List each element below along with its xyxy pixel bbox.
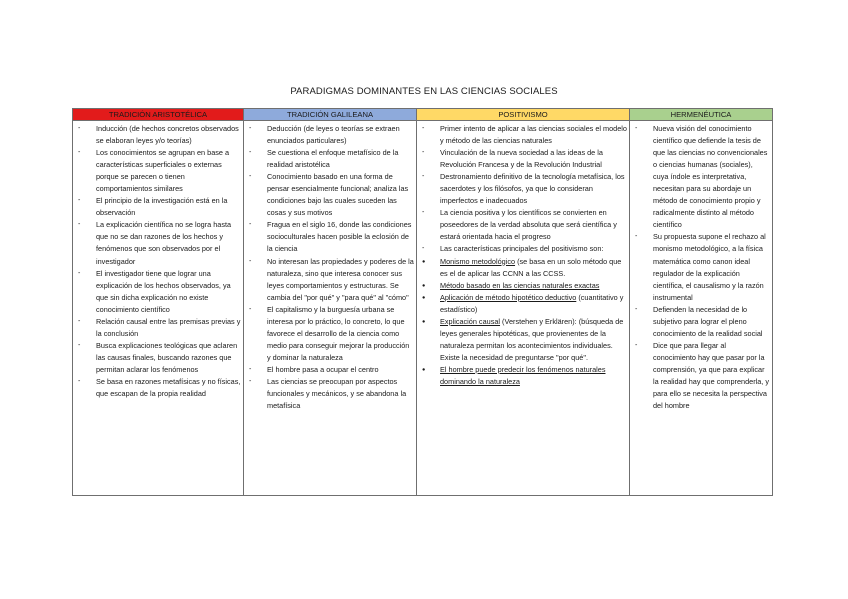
item-text: Vinculación de la nueva sociedad a las ideas de la Revolución Francesa y de la Revolución Industrial <box>440 148 603 170</box>
item-emphasis: Monismo metodológico <box>440 256 516 266</box>
list-item <box>633 123 770 231</box>
item-emphasis: Explicación causal <box>440 316 501 326</box>
list-item <box>247 364 414 376</box>
item-text: El principio de la investigación está en la observación <box>96 196 228 218</box>
item-list <box>76 123 241 400</box>
item-text: (se basa en un solo método que es el de aplicar las CCNN a las CCSS. <box>440 256 622 278</box>
item-text: La explicación científica no se logra hasta que no se dan razones de los hechos y fenómenos que son observados por el investigador <box>96 220 232 266</box>
list-item <box>76 147 241 195</box>
header-hermeneutica: HERMENÉUTICA <box>630 109 773 121</box>
item-list <box>420 123 627 388</box>
list-item <box>633 304 770 340</box>
list-item <box>247 171 414 219</box>
list-item <box>633 340 770 412</box>
column-positivismo <box>417 121 630 496</box>
list-item <box>76 268 241 316</box>
item-text: Primer intento de aplicar a las ciencias sociales el modelo y método de las ciencias naturales <box>440 124 627 146</box>
item-text: La ciencia positiva y los científicos se convierten en poseedores de la verdad absoluta que será científica y estará orientada hacia el progreso <box>440 208 617 242</box>
item-list <box>247 123 414 412</box>
list-item <box>420 364 627 388</box>
list-item <box>420 280 627 292</box>
item-text: Se cuestiona el enfoque metafísico de la realidad aristotélica <box>267 148 399 170</box>
item-text: (Verstehen y Erklären): (búsqueda de leyes generales hipotéticas, que provienentes de la naturaleza permitan los acontecimientos individuales. Existe la necesidad de preguntarse "por qué". <box>440 316 624 362</box>
list-item <box>76 340 241 376</box>
item-text: Conocimiento basado en una forma de pensar esencialmente funcional; analiza las condiciones bajo las cuales suceden las cosas y sus motivos <box>267 172 409 218</box>
content-row <box>73 121 773 496</box>
list-item <box>420 207 627 243</box>
list-item <box>420 147 627 171</box>
list-item <box>247 123 414 147</box>
header-galileana: TRADICIÓN GALILEANA <box>244 109 417 121</box>
item-text: Nueva visión del conocimiento científico que defiende la tesis de que las ciencias no convencionales o ciencias humanas (sociales), cuya índole es interpretativa, necesitan para su abordaje un método de conocimiento propio y radicalmente distinto al método científico <box>653 124 768 230</box>
item-text: Busca explicaciones teológicas que aclaren las causas finales, buscando razones que permitan aclarar los fenómenos <box>96 340 238 374</box>
header-row <box>73 109 773 121</box>
list-item <box>76 316 241 340</box>
list-item <box>247 304 414 364</box>
list-item <box>76 219 241 267</box>
header-aristotelica: TRADICIÓN ARISTOTÉLICA <box>73 109 244 121</box>
item-text: Los conocimientos se agrupan en base a características superficiales o externas porque se parecen o tienen comportamientos similares <box>96 148 230 194</box>
column-galileana <box>244 121 417 496</box>
item-text: Las ciencias se preocupan por aspectos funcionales y mecánicos, y se abandona la metafísica <box>267 376 407 411</box>
item-text: Deducción (de leyes o teorías se extraen enunciados particulares) <box>267 124 400 146</box>
item-text: Las características principales del positivismo son: <box>440 244 604 254</box>
item-text: Defienden la necesidad de lo subjetivo para lograr el pleno conocimiento de la realidad social <box>653 304 763 338</box>
list-item <box>76 376 241 400</box>
list-item <box>420 316 627 364</box>
item-text: Inducción (de hechos concretos observados se elaboran leyes y/o teorías) <box>96 124 239 146</box>
column-hermeneutica <box>630 121 773 496</box>
list-item <box>247 376 414 412</box>
list-item <box>420 171 627 207</box>
list-item <box>420 123 627 147</box>
item-text: El investigador tiene que lograr una explicación de los hechos observados, ya que sin dicha explicación no existe conocimiento científico <box>96 268 231 314</box>
list-item <box>247 147 414 171</box>
list-item <box>76 123 241 147</box>
item-emphasis: Método basado en las ciencias naturales exactas <box>440 280 600 290</box>
item-emphasis: El hombre puede predecir los fenómenos naturales dominando la naturaleza <box>440 364 606 386</box>
list-item <box>76 195 241 219</box>
paradigms-table <box>72 108 773 496</box>
list-item <box>247 219 414 255</box>
item-list <box>633 123 770 412</box>
list-item <box>420 292 627 316</box>
header-positivismo: POSITIVISMO <box>417 109 630 121</box>
item-text: Destronamiento definitivo de la tecnología metafísica, los sacerdotes y los filósofos, ya que lo consideran imperfectos e inadecuados <box>440 172 625 206</box>
column-aristotelica <box>73 121 244 496</box>
item-text: Se basa en razones metafísicas y no físicas, que escapan de la propia realidad <box>96 376 241 399</box>
list-item <box>633 231 770 303</box>
item-text: (cuantitativo y estadístico) <box>440 292 624 314</box>
item-text: El capitalismo y la burguesía urbana se interesa por lo práctico, lo concreto, lo que favorece el desarrollo de la ciencia como medio para conseguir mejorar la producción y dominar la naturaleza <box>267 304 410 362</box>
item-emphasis: Aplicación de método hipotético deductivo <box>440 292 577 302</box>
document-title: PARADIGMAS DOMINANTES EN LAS CIENCIAS SOCIALES <box>290 86 558 97</box>
item-text: Dice que para llegar al conocimiento hay que pasar por la comprensión, ya que para explicar la realidad hay que comprenderla, y para ello se necesita la perspectiva del hombre <box>653 340 770 411</box>
item-text: No interesan las propiedades y poderes de la naturaleza, sino que interesa conocer sus leyes comportamientos y estructuras. Se cambia del "por qué" y "para qué" al "cómo" <box>267 256 414 302</box>
item-text: Fragua en el siglo 16, donde las condiciones socioculturales hacen posible la eclosión de la ciencia <box>267 220 412 254</box>
list-item <box>420 256 627 280</box>
item-text: Relación causal entre las premisas previas y la conclusión <box>96 316 241 338</box>
list-item <box>247 256 414 304</box>
item-text: Su propuesta supone el rechazo al monismo metodológico, a la física matemática como canon ideal regulador de la explicación científica, el causalismo y la razón instrumental <box>653 232 766 302</box>
item-text: El hombre pasa a ocupar el centro <box>267 364 379 374</box>
list-item <box>420 243 627 255</box>
